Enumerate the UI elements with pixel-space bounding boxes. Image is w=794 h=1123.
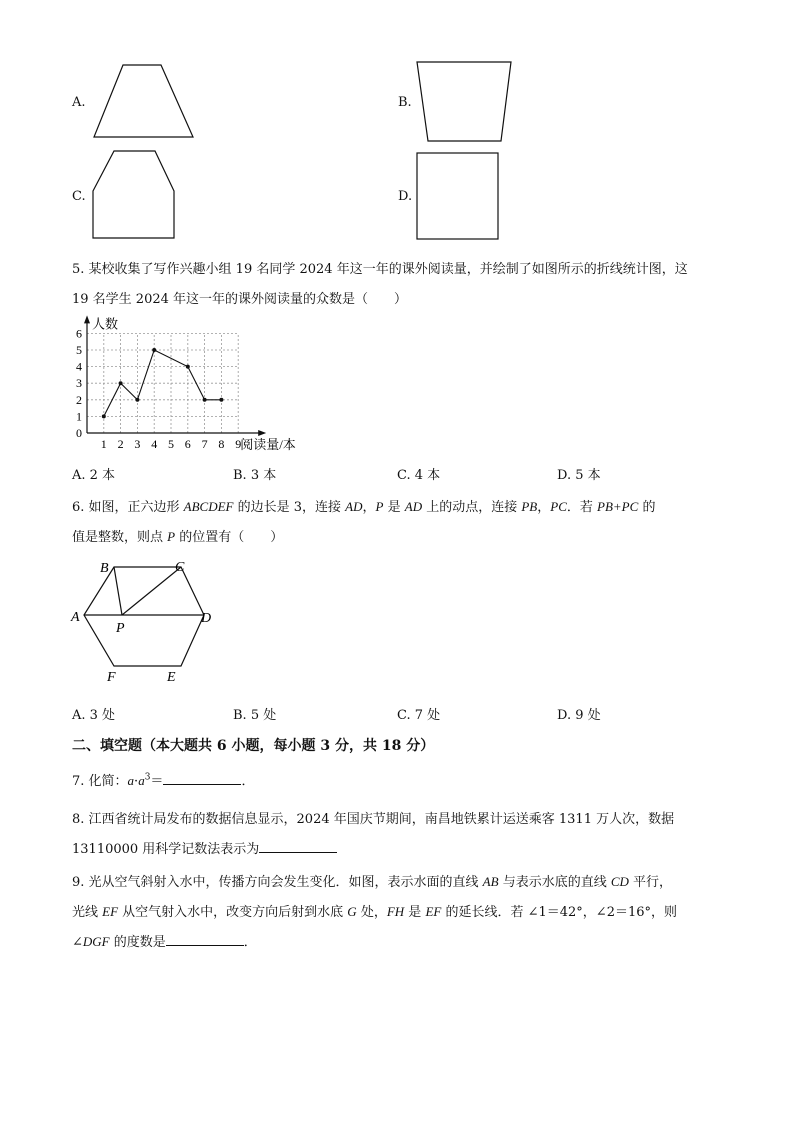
data-point	[135, 398, 139, 402]
chart-tick-labels	[76, 326, 241, 451]
q5-stem-line2: 19 名学生 2024 年这一年的课外阅读量的众数是（ ）	[72, 292, 408, 307]
q8-stem-line1: 8. 江西省统计局发布的数据信息显示，2024 年国庆节期间，南昌地铁累计运送乘客 1311 万人次，数据	[72, 812, 675, 827]
section-heading: 二、填空题（本大题共 6 小题，每小题 3 分，共 18 分）	[72, 738, 435, 754]
q8-answer-blank[interactable]	[259, 840, 337, 853]
y-tick-label: 6	[76, 326, 82, 341]
data-point	[219, 398, 223, 402]
x-tick-label: 5	[168, 437, 174, 451]
q6-option-a[interactable]: A. 3 处	[72, 708, 116, 723]
hexagon-figure	[68, 552, 224, 686]
trapezoid-wide-top-figure	[414, 59, 514, 145]
y-axis-arrow	[84, 315, 90, 323]
q6-stem-line1: 6. 如图，正六边形 ABCDEF 的边长是 3，连接 AD，P 是 AD 上的动点，连接 PB，PC．若 PB+PC 的	[72, 499, 656, 515]
house-pentagon-figure	[90, 148, 182, 242]
y-tick-label: 3	[76, 376, 82, 391]
y-tick-label: 2	[76, 392, 82, 407]
y-tick-label: 0	[76, 426, 82, 440]
data-point	[203, 398, 207, 402]
q9-stem-line2: 光线 EF 从空气射入水中，改变方向后射到水底 G 处，FH 是 EF 的延长线．若 ∠1＝42°，∠2＝16°，则	[72, 904, 678, 920]
square-figure	[414, 150, 502, 242]
chart-ylabel: 人数	[92, 316, 119, 332]
q9-stem-line1: 9. 光从空气斜射入水中，传播方向会发生变化．如图，表示水面的直线 AB 与表示水底的直线 CD 平行，	[72, 874, 673, 890]
q6-option-d[interactable]: D. 9 处	[557, 708, 601, 723]
x-axis-arrow	[258, 430, 266, 436]
vertex-label-c: C	[175, 560, 185, 575]
q5-option-a[interactable]: A. 2 本	[72, 468, 116, 483]
vertex-label-b: B	[100, 561, 109, 576]
option-d-label: D.	[398, 189, 413, 204]
point-label-p: P	[116, 621, 125, 636]
q9-answer-blank[interactable]	[166, 933, 244, 946]
chart-xlabel: 阅读量/本	[240, 437, 296, 452]
q6-option-c[interactable]: C. 7 处	[397, 708, 441, 723]
x-tick-label: 4	[151, 437, 158, 451]
data-point	[119, 381, 123, 385]
data-point	[186, 365, 190, 369]
y-tick-label: 1	[76, 409, 82, 424]
x-tick-label: 3	[134, 437, 141, 451]
y-tick-label: 5	[76, 343, 82, 357]
q6-stem-line2: 值是整数，则点 P 的位置有（ ）	[72, 529, 284, 545]
data-point	[102, 414, 106, 418]
q9-stem-line3: ∠DGF 的度数是 ．	[72, 934, 257, 950]
x-tick-label: 2	[117, 437, 124, 451]
vertex-label-e: E	[167, 670, 176, 685]
vertex-label-d: D	[201, 611, 212, 626]
q5-option-d[interactable]: D. 5 本	[557, 468, 601, 483]
chart-series	[102, 348, 224, 418]
q5-option-b[interactable]: B. 3 本	[233, 468, 277, 483]
q6-option-b[interactable]: B. 5 处	[233, 708, 277, 723]
q7-answer-blank[interactable]	[163, 772, 241, 785]
vertex-label-f: F	[107, 670, 116, 685]
data-point	[152, 348, 156, 352]
option-a-label: A.	[72, 95, 86, 110]
trapezoid-wide-bottom-figure	[90, 62, 198, 142]
x-tick-label: 1	[100, 437, 107, 451]
q5-stem-line1: 5. 某校收集了写作兴趣小组 19 名同学 2024 年这一年的课外阅读量，并绘制了如图所示的折线统计图，这	[72, 262, 688, 277]
x-tick-label: 7	[201, 437, 208, 451]
chart-grid	[87, 333, 238, 433]
q8-stem-line2: 13110000 用科学记数法表示为	[72, 838, 337, 857]
x-tick-label: 9	[235, 437, 242, 451]
option-c-label: C.	[72, 189, 86, 204]
option-b-label: B.	[398, 95, 412, 110]
x-tick-label: 6	[184, 437, 191, 451]
q5-option-c[interactable]: C. 4 本	[397, 468, 441, 483]
vertex-label-a: A	[71, 610, 80, 625]
x-tick-label: 8	[218, 437, 225, 451]
y-tick-label: 4	[76, 359, 82, 374]
reading-line-chart	[66, 310, 316, 460]
q7-stem: 7. 化简：$a\cdot a^3=$ ．	[72, 772, 255, 789]
